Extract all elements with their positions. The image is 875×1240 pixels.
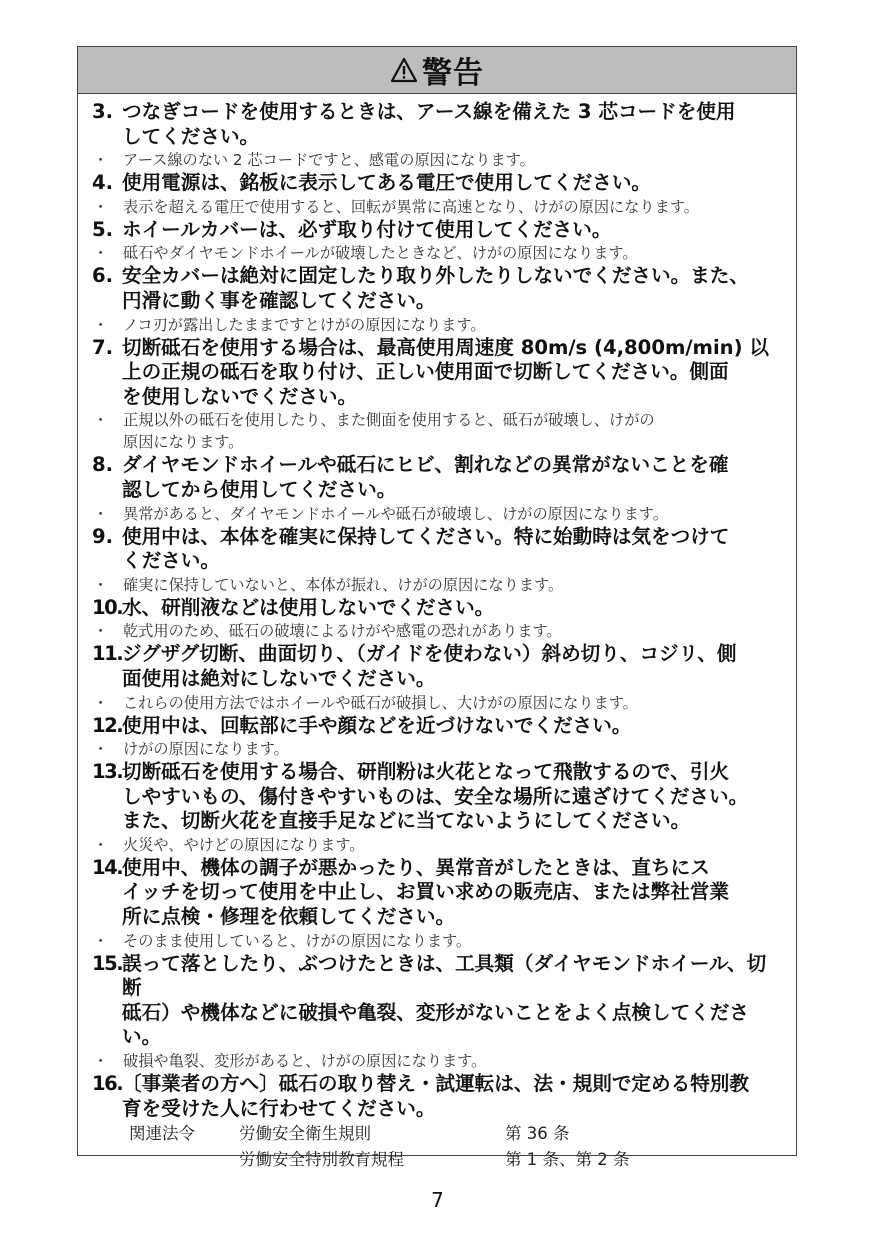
bullet: ・ (93, 197, 109, 216)
note-text: そのまま使用していると、けがの原因になります。 (123, 931, 472, 950)
item-number: 6. (92, 264, 114, 288)
item-note (92, 834, 782, 856)
item-text: つなぎコードを使用するときは、アース線を備えた 3 芯コードを使用 してください。 (122, 100, 736, 148)
item-number: 11. (92, 642, 123, 666)
bullet: ・ (93, 575, 109, 594)
item-note (92, 1050, 782, 1072)
note-text: アース線のない 2 芯コードですと、感電の原因になります。 (123, 151, 535, 170)
item-text: 水、研削液などは使用しないでください。 (122, 595, 495, 619)
item-text: 切断砥石を使用する場合は、最高使用周速度 80m/s (4,800m/min) 以 上の正規の砥石を取り付け、正しい使用面で切断してください。側面 を使用しないでください。 (122, 335, 769, 408)
note-text: ノコ刃が露出したままですとけがの原因になります。 (123, 315, 486, 334)
item-note (92, 692, 782, 714)
warning-title: 警告 (422, 56, 484, 91)
bullet: ・ (93, 315, 109, 334)
item-number: 12. (92, 713, 123, 737)
item-note (92, 314, 782, 336)
note-text: 乾式用のため、砥石の破壊によるけがや感電の恐れがあります。 (123, 622, 562, 641)
item-text: ジグザグ切断、曲面切り、（ガイドを使わない）斜め切り、コジリ、側 面使用は絶対にしないでください。 (122, 642, 737, 690)
item-note (92, 503, 782, 525)
bullet: ・ (93, 835, 109, 854)
item-text: 誤って落としたり、ぶつけたときは、工具類（ダイヤモンドホイール、切断 砥石）や機体などに破損や亀裂、変形がないことをよく点検してください。 (122, 951, 767, 1049)
item-number: 3. (92, 100, 114, 123)
bullet: ・ (93, 1052, 109, 1071)
item-text: 使用中、機体の調子が悪かったり、異常音がしたときは、直ちにス イッチを切って使用を中止し、お買い求めの販売店、または弊社営業 所に点検・修理を依頼してください。 (122, 855, 730, 929)
bullet: ・ (93, 740, 109, 759)
item-number: 10. (92, 595, 123, 619)
item-text: 使用中は、回転部に手や顔などを近づけないでください。 (122, 713, 632, 737)
warning-item (92, 100, 782, 149)
warning-item (92, 453, 782, 502)
item-number: 9. (92, 524, 114, 548)
item-number: 4. (92, 171, 114, 195)
law-article: 第 1 条、第 2 条 (505, 1150, 630, 1170)
item-text: ホイールカバーは、必ず取り付けて使用してください。 (122, 217, 612, 241)
item-number: 5. (92, 217, 114, 241)
warning-item (92, 952, 782, 1050)
warning-item (92, 1072, 782, 1121)
warning-header (78, 47, 796, 94)
bullet: ・ (93, 504, 109, 523)
item-note (92, 574, 782, 596)
item-text: ダイヤモンドホイールや砥石にヒビ、割れなどの異常がないことを確 認してから使用してください。 (122, 453, 729, 501)
bullet: ・ (93, 622, 109, 641)
warning-item (92, 856, 782, 930)
note-text: これらの使用方法ではホイールや砥石が破損し、大けがの原因になります。 (123, 693, 638, 712)
item-note (92, 242, 782, 264)
bullet: ・ (93, 931, 109, 950)
item-text: 安全カバーは絶対に固定したり取り外したりしないでください。また、 円滑に動く事を確認してください。 (122, 264, 749, 312)
law-article: 第 36 条 (505, 1124, 570, 1144)
warning-item (92, 264, 782, 313)
warning-list (78, 94, 796, 1173)
item-note (92, 149, 782, 171)
bullet: ・ (93, 411, 109, 430)
note-text: 砥石やダイヤモンドホイールが破壊したときなど、けがの原因になります。 (123, 244, 638, 263)
note-text: 異常があると、ダイヤモンドホイールや砥石が破壊し、けがの原因になります。 (123, 504, 668, 523)
note-text: けがの原因になります。 (123, 740, 289, 759)
warning-item (92, 642, 782, 691)
item-note (92, 620, 782, 642)
note-text: 表示を超える電圧で使用すると、回転が異常に高速となり、けがの原因になります。 (123, 197, 699, 216)
item-note (92, 196, 782, 218)
note-text: 火災や、やけどの原因になります。 (123, 835, 365, 854)
warning-item (92, 596, 782, 621)
law-row (129, 1121, 782, 1147)
item-text: 使用中は、本体を確実に保持してください。特に始動時は気をつけて ください。 (122, 524, 730, 573)
item-note (92, 738, 782, 760)
warning-item (92, 218, 782, 243)
item-text: 〔事業者の方へ〕砥石の取り替え・試運転は、法・規則で定める特別教 育を受けた人に行わせてください。 (122, 1072, 749, 1120)
item-note (92, 409, 782, 453)
item-number: 8. (92, 453, 114, 477)
bullet: ・ (93, 693, 109, 712)
item-note (92, 930, 782, 952)
warning-triangle-icon (390, 57, 418, 83)
item-number: 14. (92, 855, 123, 879)
warning-item (92, 714, 782, 739)
page-number: 7 (431, 1188, 444, 1212)
item-text: 使用電源は、銘板に表示してある電圧で使用してください。 (122, 171, 652, 195)
bullet: ・ (93, 244, 109, 263)
note-text: 確実に保持していないと、本体が振れ、けがの原因になります。 (123, 575, 564, 594)
item-number: 7. (92, 335, 114, 359)
warning-item (92, 171, 782, 196)
related-law (92, 1121, 782, 1173)
law-name: 労働安全特別教育規程 (239, 1150, 404, 1170)
item-number: 15. (92, 951, 123, 975)
item-number: 13. (92, 760, 123, 784)
note-text: 破損や亀裂、変形があると、けがの原因になります。 (123, 1052, 487, 1071)
item-number: 16. (92, 1072, 123, 1096)
note-text: 正規以外の砥石を使用したり、また側面を使用すると、砥石が破壊し、けがの 原因になります。 (123, 411, 655, 452)
law-row (129, 1147, 782, 1173)
item-text: 切断砥石を使用する場合、研削粉は火花となって飛散するので、引火 しやすいもの、傷付きやすいものは、安全な場所に遠ざけてください。 また、切断火花を直接手足などに当てないようにしてください。 (122, 760, 749, 833)
warning-box (77, 46, 797, 1170)
bullet: ・ (93, 151, 109, 170)
law-label (129, 1147, 239, 1173)
warning-item (92, 760, 782, 834)
law-label: 関連法令 (129, 1124, 195, 1144)
law-name: 労働安全衛生規則 (239, 1124, 371, 1144)
warning-item (92, 336, 782, 410)
warning-item (92, 525, 782, 574)
